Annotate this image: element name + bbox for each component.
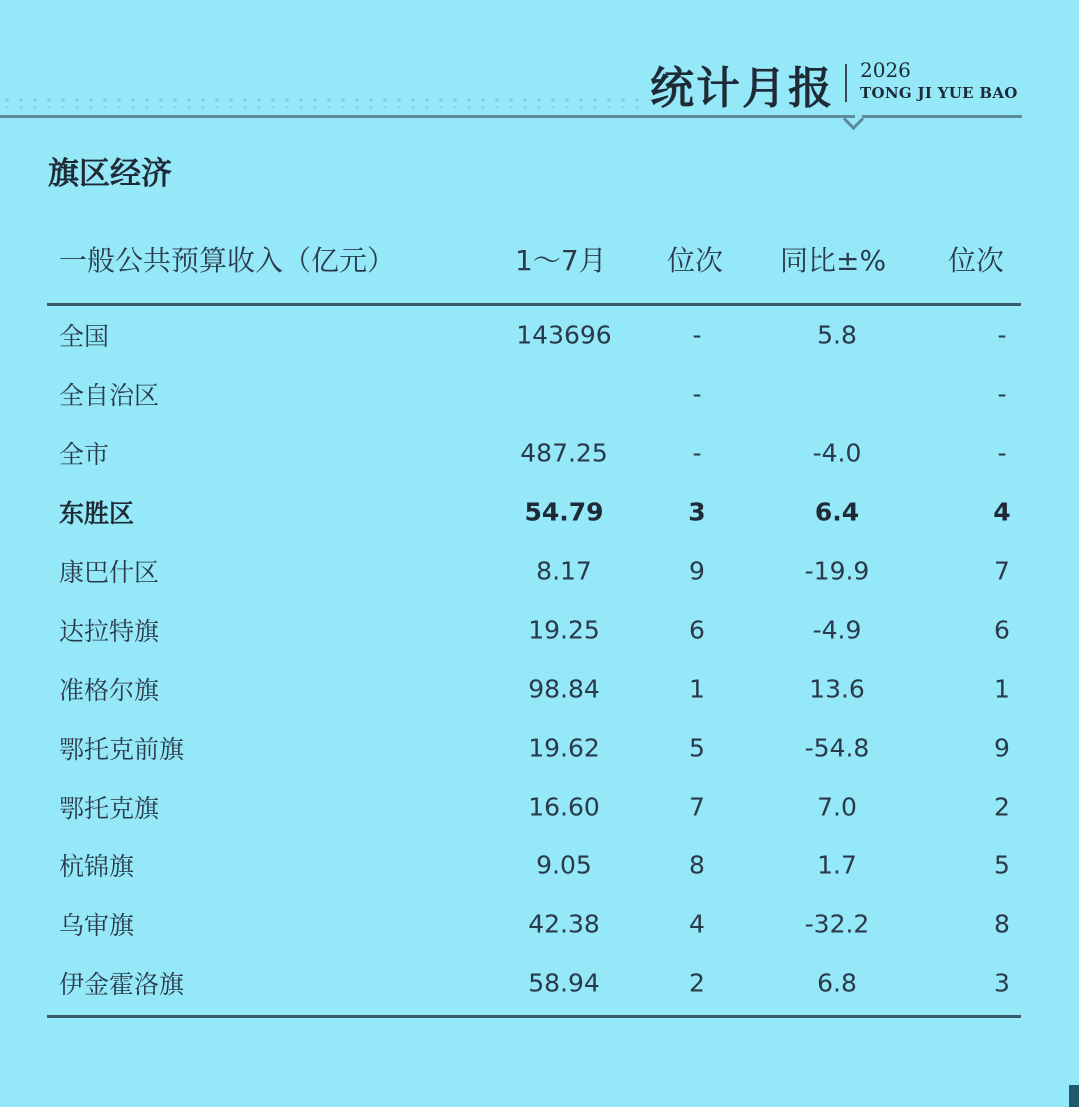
column-header-indicator: 一般公共预算收入（亿元）	[59, 244, 396, 277]
report-year: 2026	[860, 58, 911, 82]
table-row: 全市 487.25 - -4.0 -	[47, 424, 1021, 483]
header-rule-right	[862, 115, 1022, 118]
row-name-cell: 达拉特旗	[59, 616, 160, 646]
row-name-cell: 康巴什区	[59, 558, 160, 587]
table-row: 乌审旗 42.38 4 -32.2 8	[47, 895, 1021, 954]
table-row: 鄂托克旗 16.60 7 7.0 2	[47, 777, 1021, 836]
column-header-period: 1～7月	[515, 244, 607, 277]
section-title: 旗区经济	[48, 156, 172, 192]
header-decoration-dots	[0, 96, 650, 108]
table-row: 伊金霍洛旗 58.94 2 6.8 3	[47, 954, 1021, 1013]
report-pinyin: TONG JI YUE BAO	[860, 84, 1018, 102]
row-name-cell: 全市	[59, 440, 110, 470]
table-row: 达拉特旗 19.25 6 -4.9 6	[47, 600, 1021, 659]
table-row: 全国 143696 - 5.8 -	[47, 306, 1021, 365]
row-name-cell: 鄂托克前旗	[59, 734, 185, 764]
column-header-rank-value: 位次	[667, 244, 724, 277]
table-bottom-rule	[47, 1015, 1021, 1018]
row-name-cell: 乌审旗	[59, 911, 135, 941]
row-name-cell: 全国	[59, 322, 110, 352]
corner-mark	[1069, 1085, 1079, 1107]
title-divider	[845, 64, 847, 102]
table-body	[47, 306, 1021, 1013]
row-name-cell: 全自治区	[59, 381, 160, 411]
table-row: 全自治区 - -	[47, 365, 1021, 424]
column-header-yoy: 同比±%	[780, 244, 887, 277]
column-header-rank-yoy: 位次	[948, 244, 1005, 277]
row-name-cell: 伊金霍洛旗	[59, 970, 185, 1000]
table-row: 准格尔旗 98.84 1 13.6 1	[47, 659, 1021, 718]
table-row: 杭锦旗 9.05 8 1.7 5	[47, 836, 1021, 895]
row-name-cell: 鄂托克旗	[59, 793, 160, 823]
table-header	[47, 225, 1021, 306]
header-rule-notch	[843, 109, 864, 130]
report-title: 统计月报	[650, 63, 834, 114]
revenue-table	[47, 225, 1021, 1018]
table-row: 康巴什区 8.17 9 -19.9 7	[47, 542, 1021, 601]
row-name-cell: 准格尔旗	[59, 675, 160, 705]
row-name-cell: 杭锦旗	[59, 852, 135, 882]
table-row: 东胜区 54.79 3 6.4 4	[47, 483, 1021, 542]
table-row: 鄂托克前旗 19.62 5 -54.8 9	[47, 718, 1021, 777]
row-name-cell: 东胜区	[59, 499, 135, 529]
